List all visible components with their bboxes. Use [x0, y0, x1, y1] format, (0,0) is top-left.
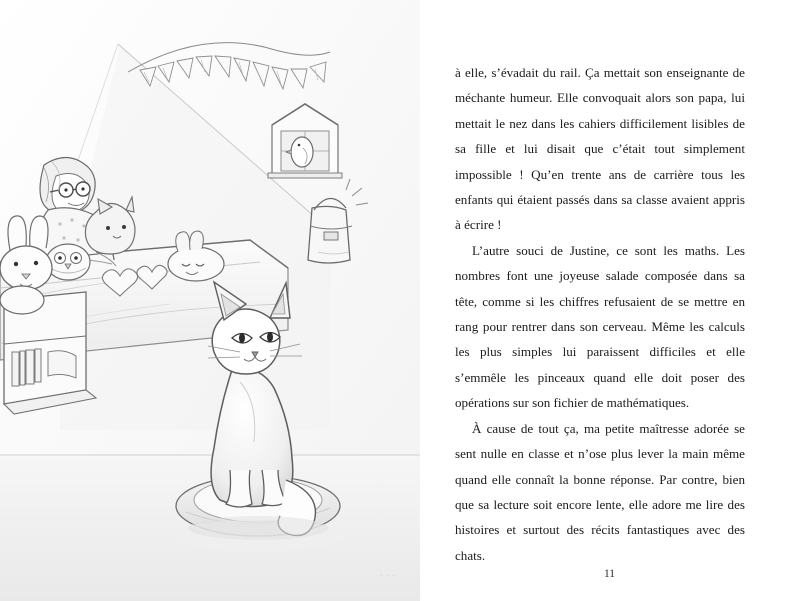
- illustration-caption: · · ·: [380, 572, 396, 580]
- body-text-column: [455, 60, 745, 568]
- right-page-text: [420, 0, 799, 601]
- paragraph-3: À cause de tout ça, ma petite maîtresse adorée se sent nulle en classe et n’ose plus lever la main même quand elle connaît la bonne réponse. Par contre, bien que sa lecture soit encore lente, elle adore me lire des histoires et surtout des récits fantastiques avec des chats.: [455, 420, 745, 563]
- cat-shadow: [188, 516, 328, 540]
- paragraph-1: à elle, s’évadait du rail. Ça mettait son enseignante de méchante humeur. Elle convoquait alors son papa, lui mettait le nez dans les cahiers difficilement lisibles de sa fille et lui disait que c’était tout simplement impossible ! Qu’en trente ans de carrière tous les enfants qui étaient passés dans sa classe avaient appris à écrire !: [455, 65, 745, 233]
- plush-rabbit: [0, 216, 52, 314]
- page-number: 11: [603, 568, 616, 580]
- paragraph-2: L’autre souci de Justine, ce sont les maths. Les nombres font une joyeuse salade composée dans sa tête, comme si les chiffres refusaient de se mettre en rang pour rentrer dans son cerveau. Même les calculs les plus simples lui paraissent difficiles et elle s’emmêle les pinceaux quand elle doit poser des opérations sur son fichier de mathématiques.: [455, 242, 745, 411]
- plush-owl: [46, 244, 90, 280]
